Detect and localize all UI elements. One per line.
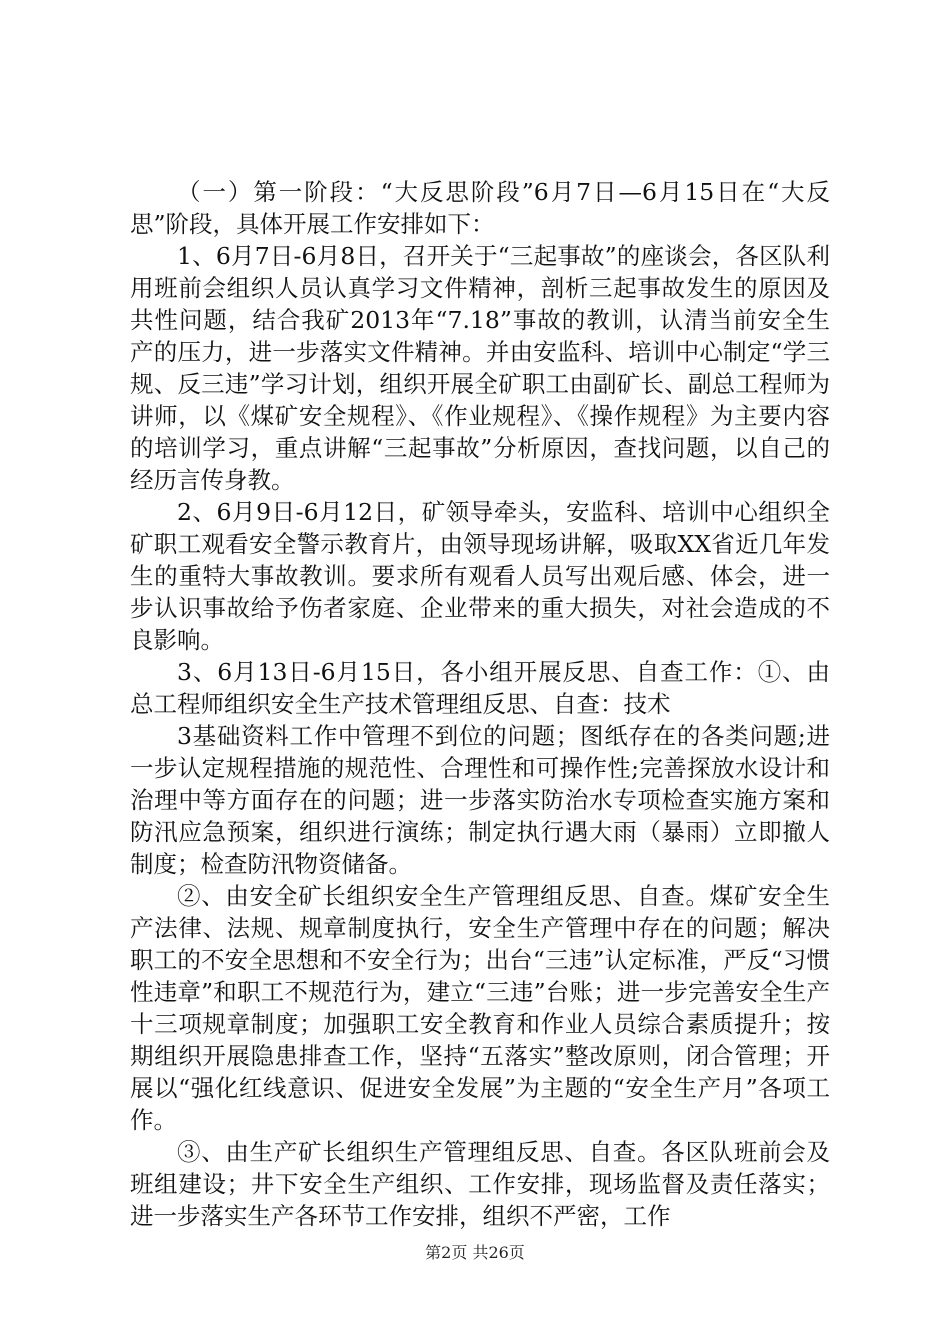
paragraph-item-1: 1、6月7日-6月8日，召开关于“三起事故”的座谈会，各区队利用班前会组织人员认真学习文件精神，剖析三起事故发生的原因及共性问题，结合我矿2013年“7.18”事故的教训，认清当前安全生产的压力，进一步落实文件精神。并由安监科、培训中心制定“学三规、反三违”学习计划，组织开展全矿职工由副矿长、副总工程师为讲师，以《煤矿安全规程》、《作业规程》、《操作规程》为主要内容的培训学习，重点讲解“三起事故”分析原因，查找问题，以自己的经历言传身教。: [130, 242, 830, 494]
paragraph-stage-one-heading: （一）第一阶段：“大反思阶段”6月7日—6月15日在“大反思”阶段，具体开展工作安排如下：: [130, 178, 830, 238]
paragraph-item-3: 3、6月13日-6月15日，各小组开展反思、自查工作：①、由总工程师组织安全生产技术管理组反思、自查：技术: [130, 658, 830, 718]
paragraph-production-management: ③、由生产矿长组织生产管理组反思、自查。各区队班前会及班组建设；井下安全生产组织、工作安排，现场监督及责任落实；进一步落实生产各环节工作安排，组织不严密，工作: [130, 1138, 830, 1230]
page-number-footer: 第2页 共26页: [425, 1243, 525, 1262]
document-body: [130, 176, 830, 1232]
paragraph-safety-management: ②、由安全矿长组织安全生产管理组反思、自查。煤矿安全生产法律、法规、规章制度执行，安全生产管理中存在的问题；解决职工的不安全思想和不安全行为；出台“三违”认定标准，严反“习惯性违章”和职工不规范行为，建立“三违”台账；进一步完善安全生产十三项规章制度；加强职工安全教育和作业人员综合素质提升；按期组织开展隐患排查工作，坚持“五落实”整改原则，闭合管理；开展以“强化红线意识、促进安全发展”为主题的“安全生产月”各项工作。: [130, 882, 830, 1134]
paragraph-item-2: 2、6月9日-6月12日，矿领导牵头，安监科、培训中心组织全矿职工观看安全警示教育片，由领导现场讲解，吸取XX省近几年发生的重特大事故教训。要求所有观看人员写出观后感、体会，进一步认识事故给予伤者家庭、企业带来的重大损失，对社会造成的不良影响。: [130, 498, 830, 654]
paragraph-item-3-continued: 3基础资料工作中管理不到位的问题；图纸存在的各类问题;进一步认定规程措施的规范性、合理性和可操作性;完善探放水设计和治理中等方面存在的问题；进一步落实防治水专项检查实施方案和防汛应急预案，组织进行演练；制定执行遇大雨（暴雨）立即撤人制度；检查防汛物资储备。: [130, 722, 830, 878]
